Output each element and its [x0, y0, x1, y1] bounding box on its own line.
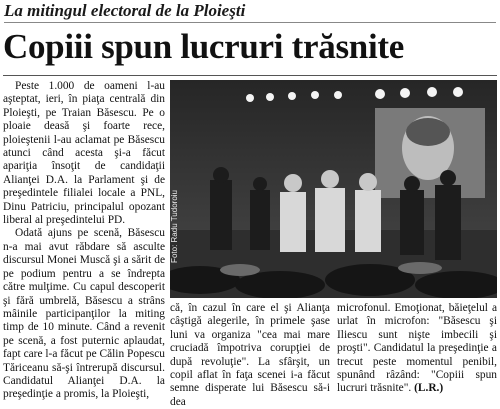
- rally-photo: [170, 80, 497, 298]
- paragraph-2: Odată ajuns pe scenă, Băsescu n-a mai avut răbdare să asculte discursul Monei Muscă şi a sărit de pe podium pentru a se îndrepta către mulţime. Cu capul descoperit şi fără umbrelă, Băsescu a strâns mâinile participanţilor la miting timp de 10 minute. Când a revenit pe scenă, a fost puternic aplaudat, fapt care l-a făcut pe Călin Popescu Tăriceanu să-şi întrerupă discursul. Candidatul Alianţei D.A. la preşedinţie a promis, la Ploieşti,: [3, 227, 165, 401]
- right-column-text: microfonul. Emoţionat, băieţelul a urlat în microfon: "Băsescu şi Iliescu sunt nişte imbecili şi proşti". Candidatul la preşedinţie a trecut peste momentul penibil, spunând râzând: "Copiii spun lucruri trăsnite".: [337, 302, 497, 395]
- headline-rule: [3, 75, 497, 76]
- article-headline: Copiii spun lucruri trăsnite: [3, 27, 404, 66]
- article-kicker: La mitingul electoral de la Ploieşti: [4, 0, 496, 23]
- article-column-right: [337, 302, 497, 396]
- article-signature: (L.R.): [414, 382, 444, 395]
- paragraph-1: Peste 1.000 de oameni l-au aşteptat, ieri, în piaţa centrală din Ploieşti, pe Traian Băsescu. Pe o ploaie deasă şi foarte rece, ploieştenii l-au aclamat pe Băsescu atunci când acesta şi-a făcut apariţia însoţit de candidaţii Alianţei D.A. la Parlament şi de preşedintele filialei locale a PNL, Dinu Patriciu, principalul opozant liberal al preşedintelui PD.: [3, 80, 165, 227]
- article-column-middle: că, în cazul în care el şi Alianţa câştigă alegerile, în primele şase luni va organiza "cea mai mare cruciadă împotriva corupţiei de după revoluţie". La sfârşit, un copil aflat în faţa scenei i-a făcut semne disperate lui Băsescu să-i dea: [170, 302, 330, 408]
- photo-credit: Foto: Radu Tudoroiu: [170, 190, 179, 263]
- article-column-left: [3, 80, 165, 402]
- rally-photo-image: [170, 80, 497, 298]
